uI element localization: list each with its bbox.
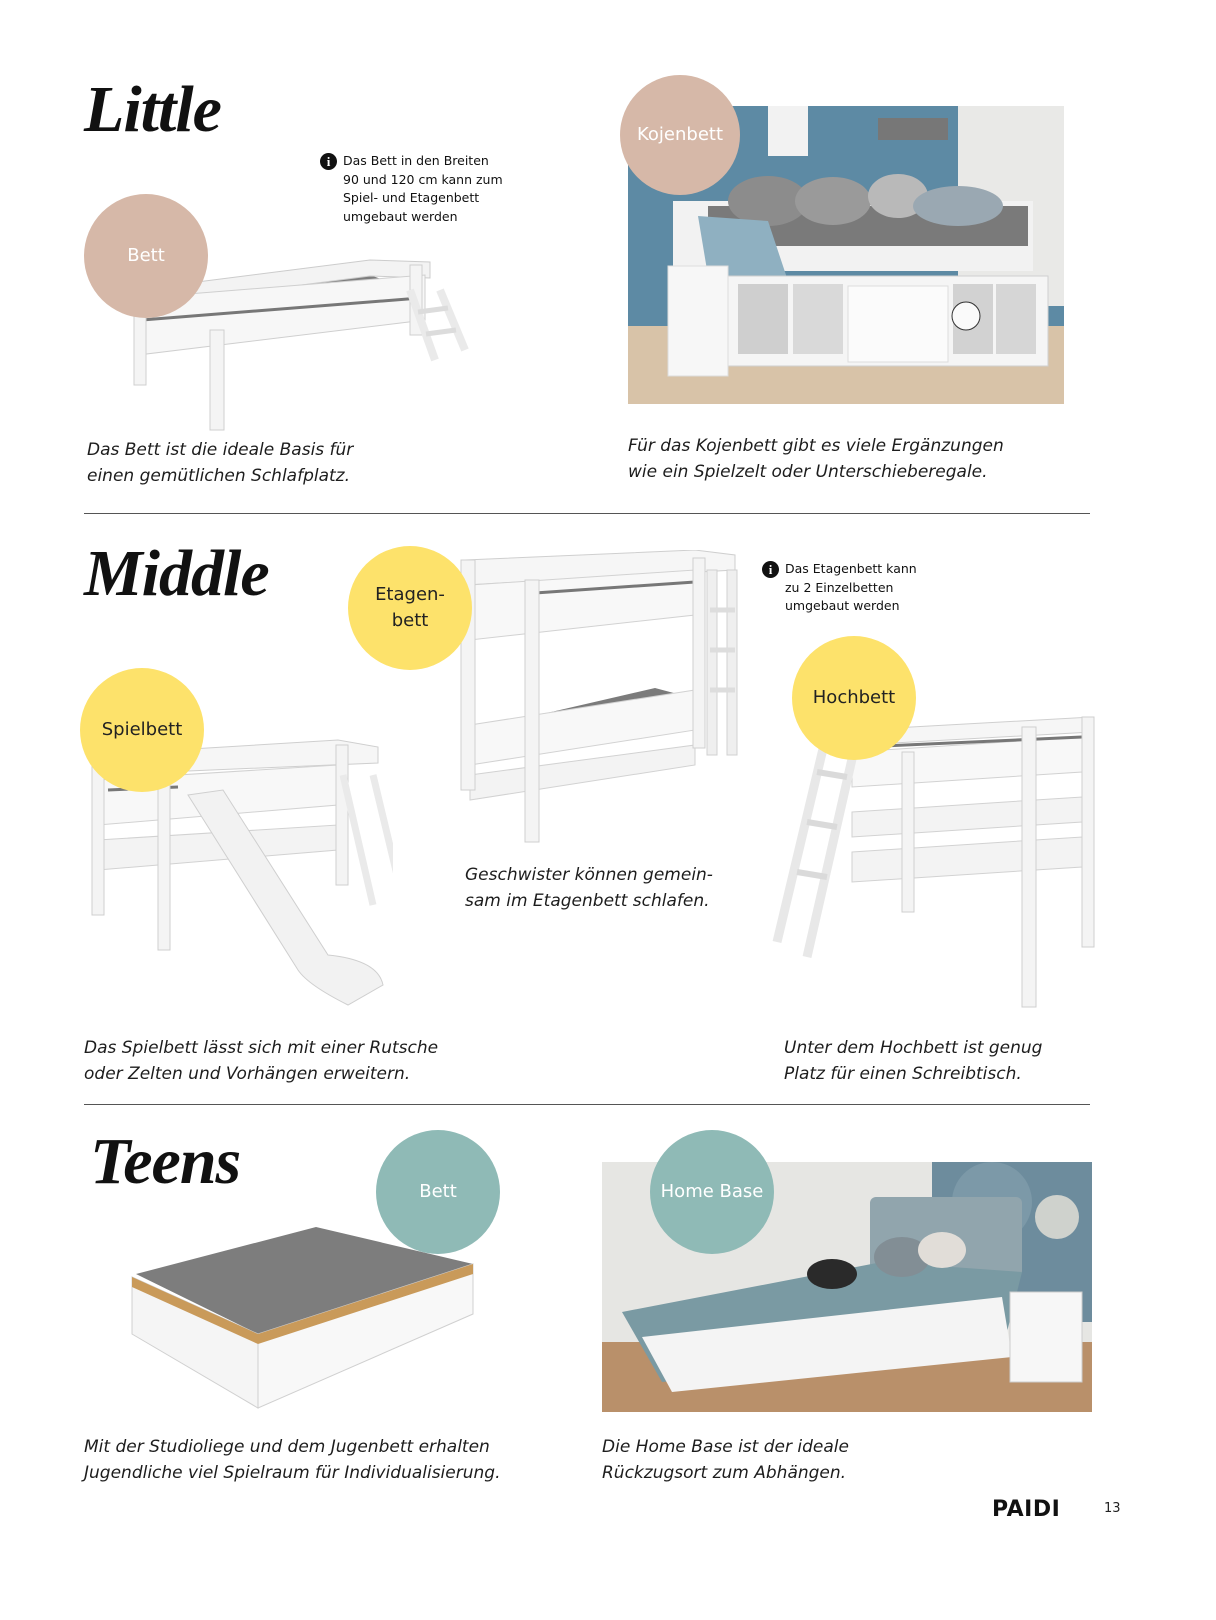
caption-etagenbett: Geschwister können gemein- sam im Etagenbett schlafen. <box>465 865 713 911</box>
section-heading-teens: Teens <box>90 1125 241 1198</box>
brand-logo: PAIDI <box>992 1497 1061 1522</box>
info-icon: i <box>320 153 337 170</box>
section-divider <box>84 513 1090 514</box>
badge-etagenbett: Etagen- bett <box>348 546 472 670</box>
loft-bed-image <box>772 712 1097 1010</box>
badge-bett-teens: Bett <box>376 1130 500 1254</box>
info-note-little <box>320 152 503 226</box>
bunk-bed-image <box>455 550 745 845</box>
caption-bett-teens: Mit der Studioliege und dem Jugenbett erhalten Jugendliche viel Spielraum für Individualisierung. <box>84 1437 501 1483</box>
info-note-text: Das Bett in den Breiten 90 und 120 cm kann zum Spiel- und Etagenbett umgebaut werden <box>343 153 503 224</box>
caption-kojenbett: Für das Kojenbett gibt es viele Ergänzungen wie ein Spielzelt oder Unterschieberegale. <box>628 436 1004 482</box>
badge-spielbett: Spielbett <box>80 668 204 792</box>
info-icon: i <box>762 561 779 578</box>
section-divider <box>84 1104 1090 1105</box>
info-note-middle <box>762 560 917 616</box>
info-note-text: Das Etagenbett kann zu 2 Einzelbetten umgebaut werden <box>785 561 917 613</box>
caption-hochbett: Unter dem Hochbett ist genug Platz für einen Schreibtisch. <box>784 1038 1043 1084</box>
section-heading-little: Little <box>84 73 221 146</box>
badge-hochbett: Hochbett <box>792 636 916 760</box>
caption-home-base: Die Home Base ist der ideale Rückzugsort zum Abhängen. <box>602 1437 849 1483</box>
section-heading-middle: Middle <box>84 537 269 610</box>
badge-bett-little: Bett <box>84 194 208 318</box>
badge-kojenbett: Kojenbett <box>620 75 740 195</box>
caption-spielbett: Das Spielbett lässt sich mit einer Rutsche oder Zelten und Vorhängen erweitern. <box>84 1038 439 1084</box>
badge-home-base: Home Base <box>650 1130 774 1254</box>
caption-bett-little: Das Bett ist die ideale Basis für einen gemütlichen Schlafplatz. <box>87 440 354 486</box>
page-number: 13 <box>1104 1501 1121 1516</box>
